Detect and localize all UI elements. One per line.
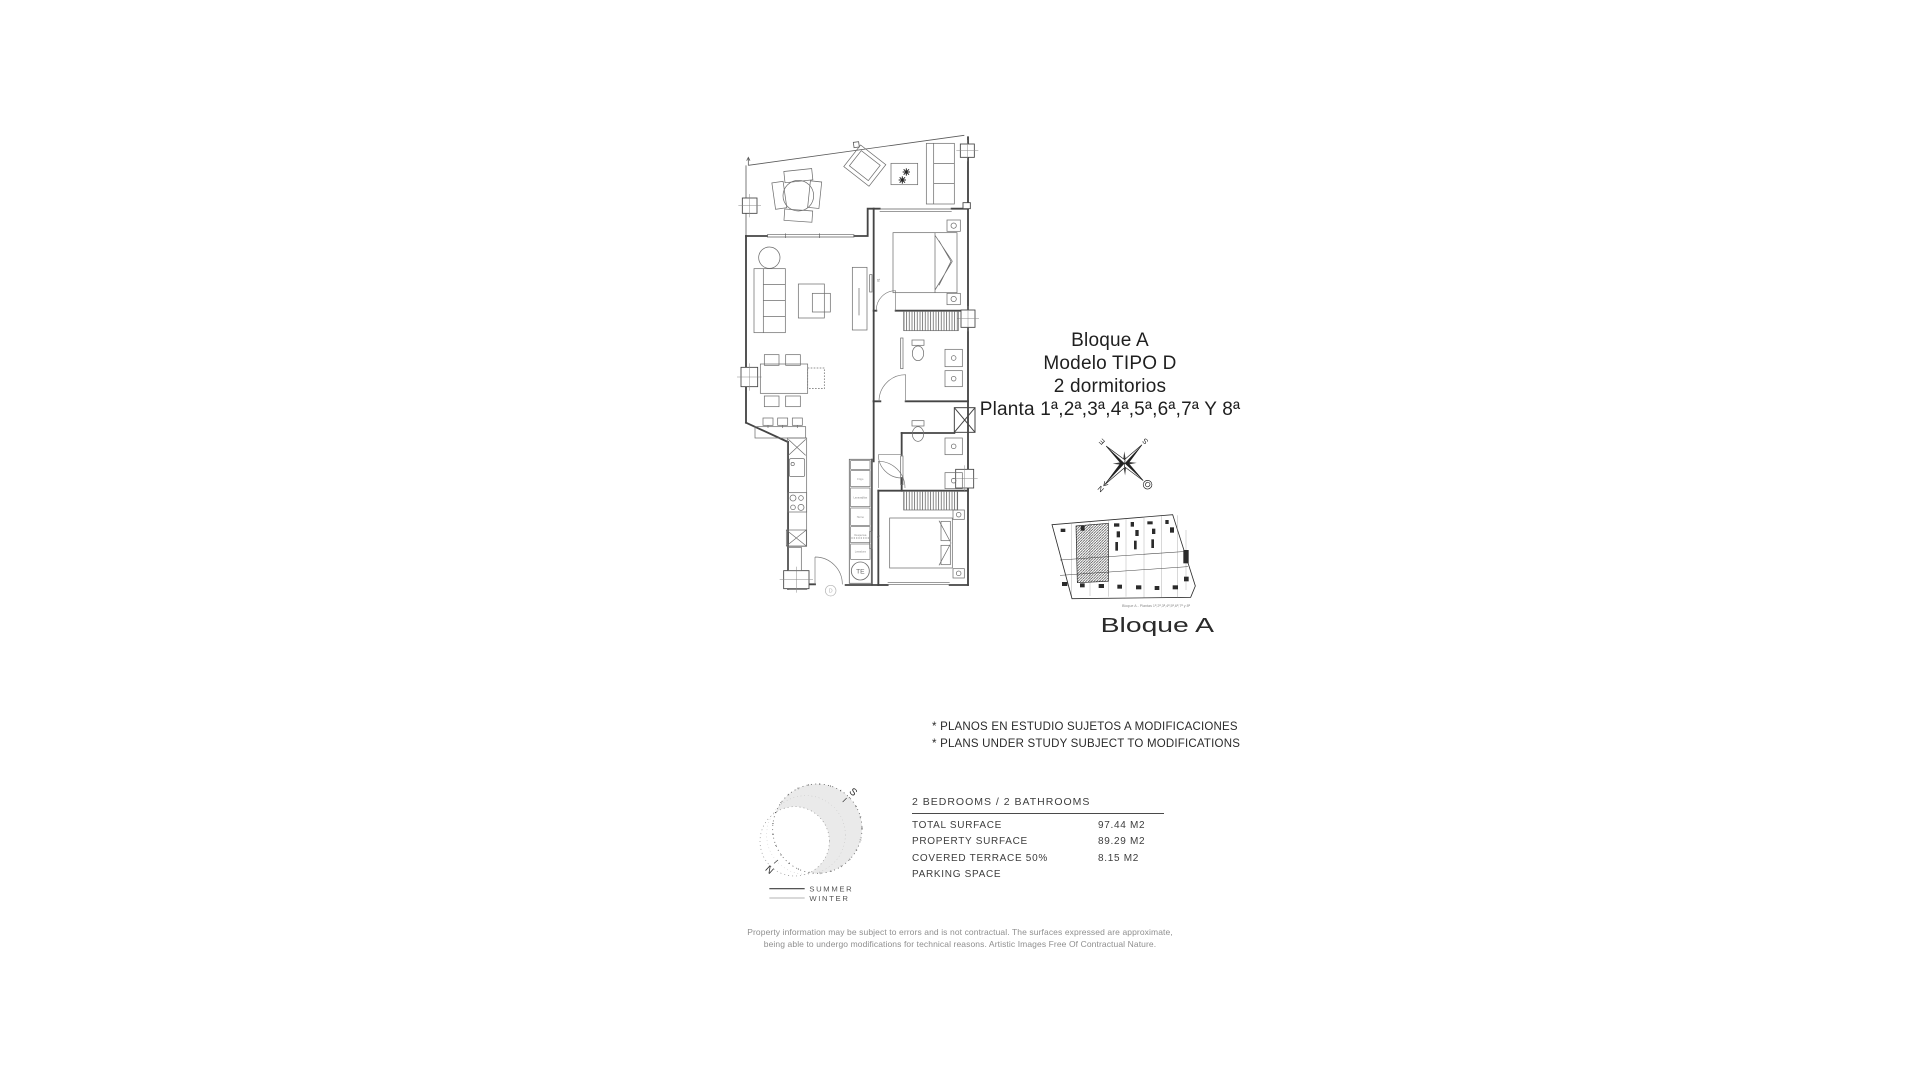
nightstand — [953, 569, 964, 578]
row-value — [1098, 869, 1164, 880]
toilet2 — [912, 427, 923, 442]
sun-south-label: S — [846, 786, 859, 799]
appliance-label: Lavadora — [854, 550, 866, 554]
table-row — [912, 869, 1164, 880]
title-floors: Planta 1ª,2ª,3ª,4ª,5ª,6ª,7ª Y 8ª — [979, 399, 1241, 420]
row-label: PARKING SPACE — [912, 869, 1002, 880]
fineprint-line2: being able to undergo modifications for technical reasons. Artistic Images Free Of Contractual Nature. — [763, 939, 1157, 949]
dining-furniture — [760, 355, 824, 407]
terrace-outline — [746, 135, 964, 236]
bedroom2 — [870, 491, 965, 578]
bathroom1 — [901, 338, 963, 387]
modification-notes — [932, 719, 1240, 753]
nightstand — [947, 293, 960, 304]
appliance-stack — [849, 459, 871, 583]
appliance-label: Lavavajillas — [853, 496, 868, 500]
pouf — [759, 247, 780, 268]
tv-label-bedroom: tv — [876, 535, 881, 539]
wardrobe2 — [904, 491, 958, 510]
compass-o: O — [1142, 479, 1153, 490]
fineprint-line1: Property information may be subject to errors and is not contractual. The surfaces expressed are approximate, — [747, 927, 1173, 937]
axis-marker — [825, 585, 836, 596]
compass-n: N — [1095, 483, 1106, 495]
door-arcs — [815, 291, 906, 585]
bedroom1 — [893, 220, 960, 331]
terrace-furniture — [772, 143, 954, 222]
key-plan — [1040, 510, 1230, 640]
key-plan-caption: Bloque A — [1100, 614, 1215, 637]
appliance-label: Despensa — [854, 534, 867, 537]
highlighted-unit — [1076, 523, 1108, 582]
dining-table — [760, 364, 807, 393]
apartment-floor-plan — [735, 108, 997, 712]
summer-label: SUMMER — [809, 884, 854, 894]
washbasin2 — [945, 438, 962, 455]
kitchen-shaft — [786, 530, 806, 546]
tv-label-living: tv — [876, 278, 881, 283]
sink — [789, 459, 804, 477]
breakfast-bar — [755, 427, 806, 438]
note-es: * PLANOS EN ESTUDIO SUJETOS A MODIFICACIONES — [932, 721, 1238, 733]
water-heater-label: TE — [856, 568, 865, 576]
toilet1 — [912, 346, 923, 361]
side-table — [812, 293, 830, 312]
hob — [788, 493, 807, 512]
compass-e: E — [1097, 436, 1107, 447]
table-row — [912, 836, 1164, 847]
terrace-sofa — [926, 143, 954, 204]
title-block — [960, 329, 1260, 421]
bathroom2 — [901, 421, 963, 489]
sofa — [754, 269, 785, 333]
kitchen — [755, 418, 807, 571]
row-label: COVERED TERRACE 50% — [912, 852, 1048, 864]
compass-rose-icon — [1082, 428, 1167, 500]
wardrobe1 — [904, 311, 959, 330]
plant-icon — [899, 168, 910, 183]
windows — [767, 209, 952, 585]
tv-unit — [852, 267, 872, 330]
legal-fineprint — [735, 926, 1185, 950]
row-label: PROPERTY SURFACE — [912, 836, 1028, 847]
key-plan-caption-small: Bloque A - Plantas 1ª,2ª,3ª,4ª,5ª,6ª,7ª y 8ª — [1122, 604, 1190, 608]
row-value: 89.29 M2 — [1098, 836, 1146, 847]
coffee-table — [798, 284, 824, 318]
row-label: TOTAL SURFACE — [912, 819, 1003, 831]
bed2 — [890, 518, 953, 568]
living-room-furniture — [754, 247, 881, 333]
appliance-label: Frigo — [857, 478, 864, 481]
compass-s: S — [1140, 436, 1151, 447]
surface-table-header: 2 BEDROOMS / 2 BATHROOMS — [912, 796, 1164, 814]
surface-table — [912, 796, 1164, 880]
winter-label: WINTER — [809, 894, 850, 903]
row-value: 8.15 M2 — [1098, 852, 1140, 864]
row-value: 97.44 M2 — [1098, 819, 1146, 831]
title-block-name: Bloque A — [1071, 330, 1149, 351]
appliance-label: Horno — [856, 516, 864, 519]
title-bedrooms: 2 dormitorios — [1053, 376, 1167, 397]
structural-columns — [737, 140, 979, 593]
title-model: Modelo TIPO D — [1043, 353, 1177, 374]
nightstand — [947, 220, 960, 231]
bed1 — [893, 233, 957, 293]
sun-north-label: N — [762, 863, 776, 877]
table-row — [912, 820, 1164, 831]
note-en: * PLANS UNDER STUDY SUBJECT TO MODIFICATIONS — [932, 738, 1241, 750]
nightstand — [953, 510, 964, 519]
table-row — [912, 853, 1164, 864]
sun-path-diagram — [752, 776, 888, 912]
axis-marker-label: D — [828, 588, 833, 595]
